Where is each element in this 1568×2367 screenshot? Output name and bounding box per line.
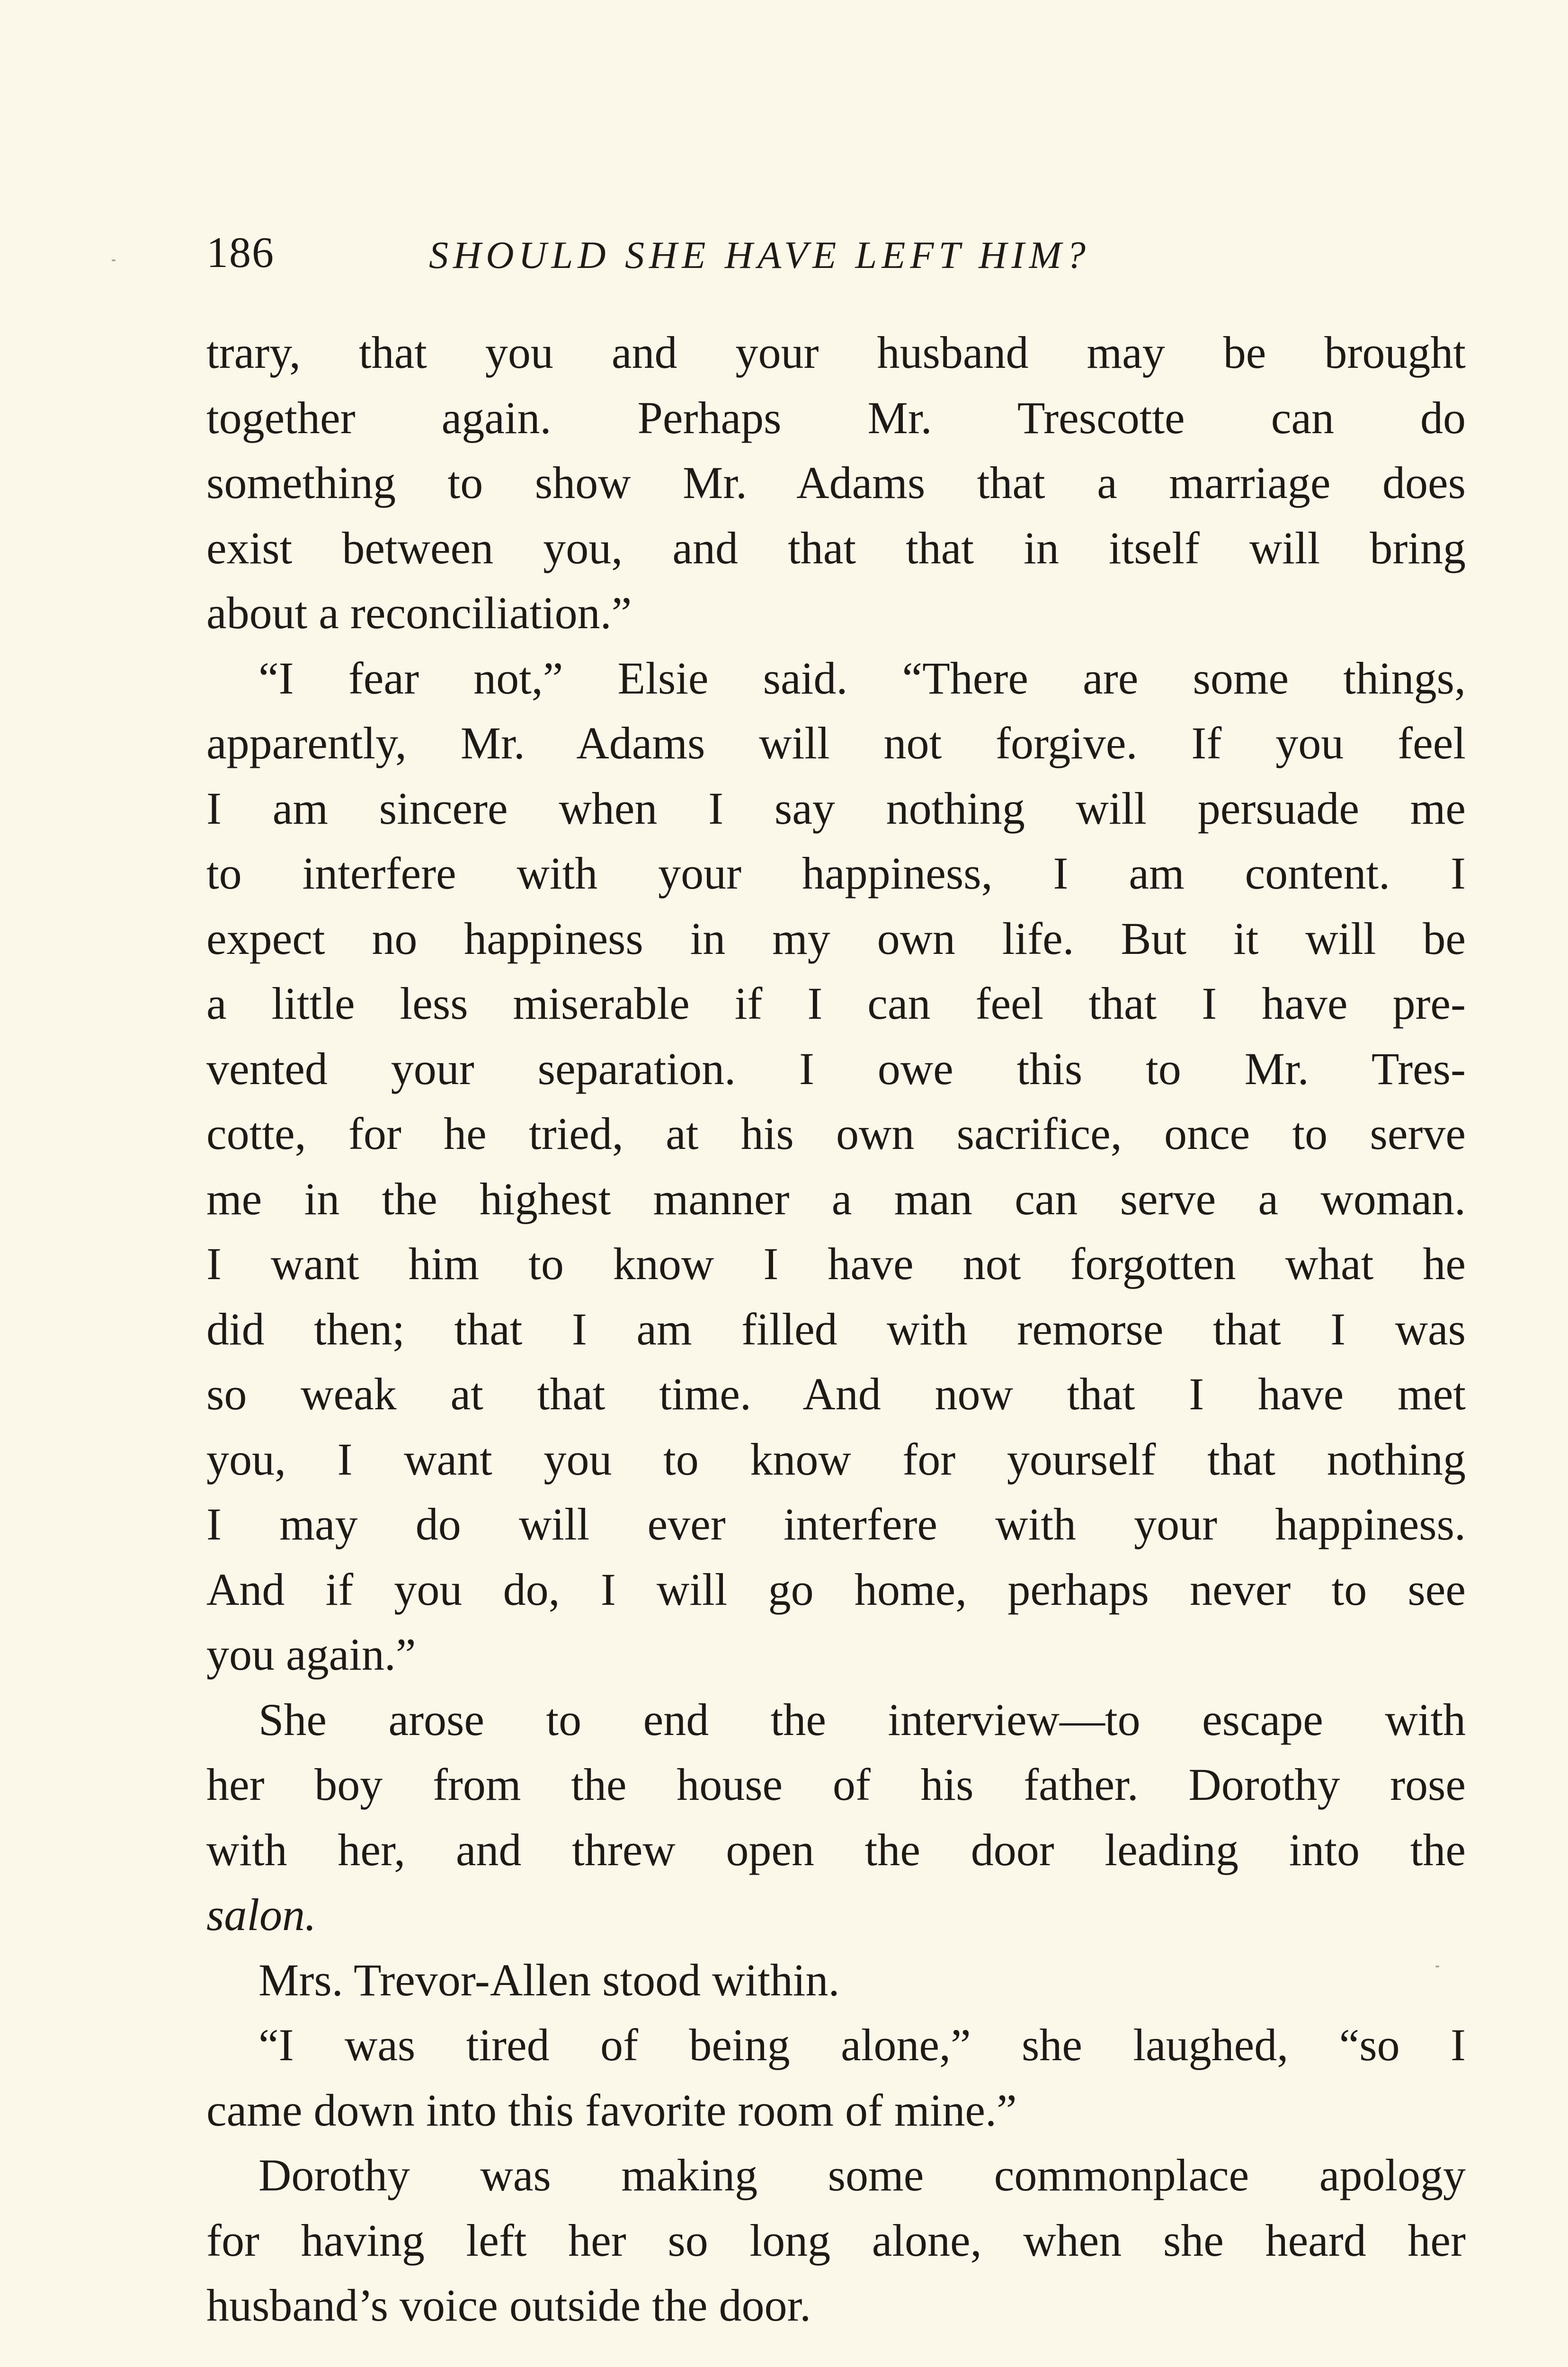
text-line: me in the highest manner a man can serve a woman. — [206, 1173, 1466, 1224]
text-line: about a reconciliation.” — [206, 587, 632, 638]
text-line: did then; that I am filled with remorse that I was — [206, 1303, 1466, 1354]
text-line: so weak at that time. And now that I have met — [206, 1369, 1466, 1419]
paper-speck — [1435, 1966, 1439, 1967]
text-line: trary, that you and your husband may be brought — [206, 327, 1466, 378]
text-line: I want him to know I have not forgotten what he — [206, 1238, 1466, 1289]
text-line: a little less miserable if I can feel that I have pre- — [206, 978, 1466, 1029]
text-line: her boy from the house of his father. Dorothy rose — [206, 1759, 1466, 1810]
text-line-italic: salon. — [206, 1889, 317, 1940]
body-text — [206, 320, 1466, 2338]
text-line: Mrs. Trevor-Allen stood within. — [258, 1954, 840, 2005]
text-line: vented your separation. I owe this to Mr. Tres- — [206, 1043, 1466, 1094]
text-line: for having left her so long alone, when she heard her — [206, 2215, 1466, 2266]
running-head: SHOULD SHE HAVE LEFT HIM? — [429, 233, 1090, 276]
paper-speck — [112, 259, 116, 261]
text-line: with her, and threw open the door leading into the — [206, 1824, 1466, 1875]
text-line: you again.” — [206, 1629, 416, 1680]
text-line: She arose to end the interview—to escape with — [258, 1694, 1466, 1745]
text-line: you, I want you to know for yourself that nothing — [206, 1433, 1466, 1485]
text-line: “I was tired of being alone,” she laughed, “so I — [258, 2020, 1466, 2070]
text-line: cotte, for he tried, at his own sacrifice, once to serve — [206, 1108, 1466, 1159]
text-line: to interfere with your happiness, I am content. I — [206, 848, 1466, 899]
text-line: “I fear not,” Elsie said. “There are some things, — [258, 652, 1466, 703]
text-line: expect no happiness in my own life. But it will be — [206, 913, 1466, 964]
text-line: something to show Mr. Adams that a marriage does — [206, 457, 1466, 508]
text-line: husband’s voice outside the door. — [206, 2280, 811, 2331]
page-header — [206, 222, 1466, 298]
text-line: Dorothy was making some commonplace apology — [258, 2150, 1466, 2200]
text-line: I may do will ever interfere with your happiness. — [206, 1499, 1466, 1549]
text-line: apparently, Mr. Adams will not forgive. If you feel — [206, 718, 1466, 768]
text-line: exist between you, and that that in itself will bring — [206, 522, 1466, 573]
text-line: together again. Perhaps Mr. Trescotte can do — [206, 392, 1466, 443]
text-line: I am sincere when I say nothing will persuade me — [206, 783, 1466, 834]
text-line: came down into this favorite room of mine.” — [206, 2084, 1017, 2136]
text-line: And if you do, I will go home, perhaps never to see — [206, 1564, 1466, 1615]
page-number: 186 — [206, 228, 275, 276]
